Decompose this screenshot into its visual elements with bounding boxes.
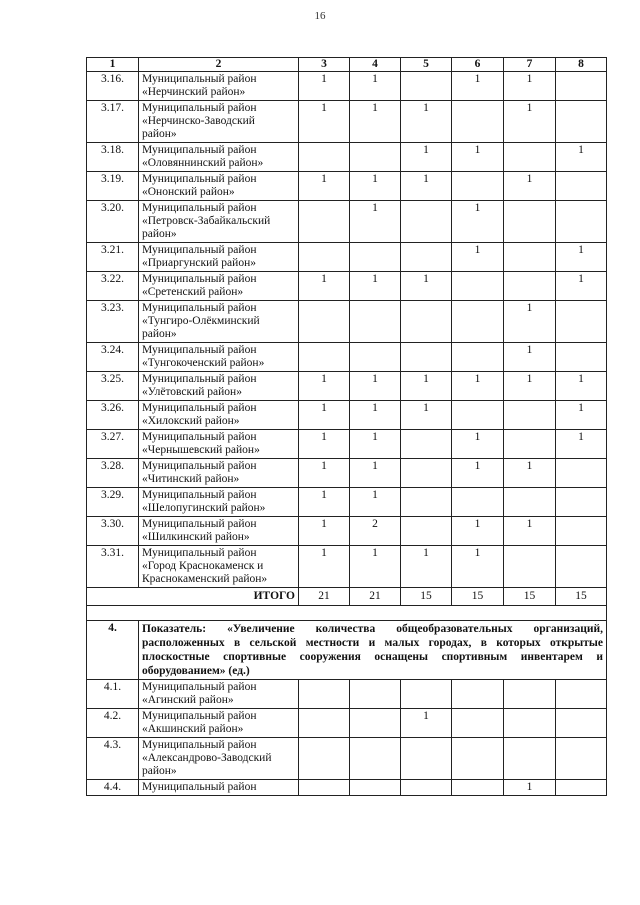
district-name-line: «Нерчинско-Заводский bbox=[142, 115, 255, 127]
total-value: 21 bbox=[350, 588, 401, 606]
district-name bbox=[139, 72, 299, 101]
value-cell bbox=[350, 780, 401, 796]
section-header-row bbox=[87, 621, 607, 680]
value-cell bbox=[350, 680, 401, 709]
value-cell: 1 bbox=[504, 343, 556, 372]
district-name bbox=[139, 301, 299, 343]
value-cell bbox=[452, 301, 504, 343]
column-number-row bbox=[87, 58, 607, 72]
value-cell bbox=[452, 101, 504, 143]
value-cell bbox=[350, 301, 401, 343]
district-name bbox=[139, 343, 299, 372]
district-name bbox=[139, 459, 299, 488]
value-cell bbox=[401, 780, 452, 796]
district-name-line: Муниципальный район bbox=[142, 244, 257, 256]
district-name bbox=[139, 488, 299, 517]
section-title: Показатель: «Увеличение количества общеобразовательных организаций, расположенных в сельской местности и малых городах, в которых открытые плоскостные спортивные сооружения оснащены спортивным инвентарем и оборудованием» (ед.) bbox=[139, 621, 607, 680]
value-cell bbox=[556, 343, 607, 372]
district-name bbox=[139, 680, 299, 709]
spacer-cell bbox=[87, 606, 607, 621]
district-name bbox=[139, 430, 299, 459]
value-cell: 1 bbox=[452, 372, 504, 401]
row-number: 4.1. bbox=[87, 680, 139, 709]
table-row bbox=[87, 72, 607, 101]
indicator-table bbox=[86, 57, 607, 796]
value-cell bbox=[401, 488, 452, 517]
table-row bbox=[87, 780, 607, 796]
row-number: 3.24. bbox=[87, 343, 139, 372]
row-number: 3.18. bbox=[87, 143, 139, 172]
value-cell: 1 bbox=[452, 430, 504, 459]
value-cell: 1 bbox=[299, 172, 350, 201]
value-cell bbox=[504, 430, 556, 459]
value-cell: 1 bbox=[299, 272, 350, 301]
district-name-line: «Сретенский район» bbox=[142, 286, 244, 298]
row-number: 3.27. bbox=[87, 430, 139, 459]
value-cell bbox=[401, 243, 452, 272]
value-cell: 1 bbox=[401, 546, 452, 588]
district-name-line: Муниципальный район bbox=[142, 273, 257, 285]
value-cell: 1 bbox=[350, 72, 401, 101]
value-cell: 1 bbox=[504, 372, 556, 401]
value-cell bbox=[350, 709, 401, 738]
value-cell: 1 bbox=[350, 172, 401, 201]
value-cell: 1 bbox=[504, 780, 556, 796]
district-name-line: «Тунгиро-Олёкминский bbox=[142, 315, 260, 327]
value-cell: 1 bbox=[556, 430, 607, 459]
district-name-line: «Приаргунский район» bbox=[142, 257, 256, 269]
value-cell: 1 bbox=[556, 401, 607, 430]
district-name bbox=[139, 201, 299, 243]
value-cell: 1 bbox=[350, 372, 401, 401]
value-cell bbox=[504, 709, 556, 738]
value-cell: 1 bbox=[504, 172, 556, 201]
value-cell bbox=[401, 301, 452, 343]
district-name-line: Муниципальный район bbox=[142, 681, 257, 693]
value-cell bbox=[556, 301, 607, 343]
value-cell bbox=[299, 738, 350, 780]
value-cell bbox=[504, 738, 556, 780]
district-name bbox=[139, 372, 299, 401]
spacer-row bbox=[87, 606, 607, 621]
row-number: 3.20. bbox=[87, 201, 139, 243]
column-number: 4 bbox=[350, 58, 401, 72]
district-name-line: Муниципальный район bbox=[142, 144, 257, 156]
table-row bbox=[87, 201, 607, 243]
row-number: 3.19. bbox=[87, 172, 139, 201]
table-row bbox=[87, 243, 607, 272]
value-cell: 1 bbox=[556, 143, 607, 172]
total-label: ИТОГО bbox=[87, 588, 299, 606]
value-cell: 1 bbox=[299, 517, 350, 546]
value-cell: 1 bbox=[504, 301, 556, 343]
value-cell: 1 bbox=[504, 72, 556, 101]
district-name bbox=[139, 243, 299, 272]
district-name-line: Муниципальный район bbox=[142, 489, 257, 501]
section-number: 4. bbox=[87, 621, 139, 680]
column-number: 6 bbox=[452, 58, 504, 72]
value-cell: 1 bbox=[452, 546, 504, 588]
district-name-line: Муниципальный район bbox=[142, 102, 257, 114]
value-cell: 1 bbox=[299, 488, 350, 517]
district-name-line: Муниципальный район bbox=[142, 173, 257, 185]
total-value: 15 bbox=[401, 588, 452, 606]
table-row bbox=[87, 272, 607, 301]
row-number: 3.26. bbox=[87, 401, 139, 430]
district-name-line: район» bbox=[142, 128, 177, 140]
row-number: 3.22. bbox=[87, 272, 139, 301]
row-number: 4.2. bbox=[87, 709, 139, 738]
row-number: 3.30. bbox=[87, 517, 139, 546]
total-value: 15 bbox=[504, 588, 556, 606]
table-row bbox=[87, 101, 607, 143]
district-name-line: «Петровск-Забайкальский bbox=[142, 215, 271, 227]
value-cell: 1 bbox=[350, 101, 401, 143]
page-number: 16 bbox=[314, 10, 326, 22]
district-name-line: Муниципальный район bbox=[142, 402, 257, 414]
district-name-line: Муниципальный район bbox=[142, 344, 257, 356]
table-row bbox=[87, 301, 607, 343]
value-cell bbox=[556, 201, 607, 243]
value-cell: 1 bbox=[504, 101, 556, 143]
district-name bbox=[139, 517, 299, 546]
value-cell: 1 bbox=[299, 72, 350, 101]
total-value: 21 bbox=[299, 588, 350, 606]
value-cell bbox=[401, 459, 452, 488]
value-cell: 1 bbox=[556, 243, 607, 272]
value-cell bbox=[452, 680, 504, 709]
row-number: 4.3. bbox=[87, 738, 139, 780]
district-name-line: Муниципальный район bbox=[142, 373, 257, 385]
value-cell bbox=[299, 709, 350, 738]
value-cell bbox=[401, 738, 452, 780]
value-cell bbox=[556, 517, 607, 546]
value-cell bbox=[504, 546, 556, 588]
district-name-line: «Чернышевский район» bbox=[142, 444, 260, 456]
value-cell: 1 bbox=[299, 101, 350, 143]
value-cell bbox=[556, 546, 607, 588]
table-row bbox=[87, 459, 607, 488]
table-row bbox=[87, 488, 607, 517]
district-name bbox=[139, 172, 299, 201]
value-cell bbox=[299, 301, 350, 343]
value-cell bbox=[556, 680, 607, 709]
column-number: 1 bbox=[87, 58, 139, 72]
value-cell bbox=[452, 738, 504, 780]
value-cell: 1 bbox=[401, 272, 452, 301]
table-body bbox=[87, 58, 607, 796]
value-cell: 1 bbox=[350, 430, 401, 459]
table-row bbox=[87, 709, 607, 738]
district-name-line: Муниципальный район bbox=[142, 460, 257, 472]
value-cell bbox=[299, 680, 350, 709]
table-row bbox=[87, 343, 607, 372]
value-cell bbox=[299, 143, 350, 172]
value-cell: 1 bbox=[401, 172, 452, 201]
district-name-line: Краснокаменский район» bbox=[142, 573, 268, 585]
row-number: 3.29. bbox=[87, 488, 139, 517]
table-row bbox=[87, 738, 607, 780]
table-row bbox=[87, 546, 607, 588]
value-cell: 1 bbox=[299, 430, 350, 459]
value-cell: 1 bbox=[504, 517, 556, 546]
row-number: 3.16. bbox=[87, 72, 139, 101]
table-row bbox=[87, 172, 607, 201]
district-name-line: «Александрово-Заводский bbox=[142, 752, 272, 764]
value-cell: 1 bbox=[350, 546, 401, 588]
district-name-line: «Читинский район» bbox=[142, 473, 240, 485]
value-cell: 1 bbox=[350, 401, 401, 430]
district-name-line: район» bbox=[142, 765, 177, 777]
district-name-line: «Ононский район» bbox=[142, 186, 235, 198]
value-cell: 1 bbox=[401, 709, 452, 738]
value-cell: 1 bbox=[350, 488, 401, 517]
value-cell bbox=[401, 72, 452, 101]
value-cell bbox=[452, 488, 504, 517]
district-name-line: Муниципальный район bbox=[142, 431, 257, 443]
value-cell bbox=[452, 401, 504, 430]
row-number: 3.31. bbox=[87, 546, 139, 588]
value-cell bbox=[350, 243, 401, 272]
total-value: 15 bbox=[556, 588, 607, 606]
total-row bbox=[87, 588, 607, 606]
value-cell bbox=[556, 72, 607, 101]
value-cell: 1 bbox=[299, 546, 350, 588]
district-name-line: «Нерчинский район» bbox=[142, 86, 246, 98]
table-row bbox=[87, 430, 607, 459]
value-cell bbox=[350, 343, 401, 372]
district-name-line: Муниципальный район bbox=[142, 202, 257, 214]
value-cell bbox=[452, 272, 504, 301]
value-cell bbox=[401, 680, 452, 709]
column-number: 3 bbox=[299, 58, 350, 72]
value-cell bbox=[556, 738, 607, 780]
value-cell: 1 bbox=[350, 201, 401, 243]
value-cell: 1 bbox=[452, 459, 504, 488]
column-number: 7 bbox=[504, 58, 556, 72]
value-cell bbox=[401, 343, 452, 372]
value-cell bbox=[556, 709, 607, 738]
value-cell bbox=[504, 143, 556, 172]
district-name-line: Муниципальный район bbox=[142, 739, 257, 751]
district-name bbox=[139, 780, 299, 796]
value-cell bbox=[299, 201, 350, 243]
district-name-line: «Тунгокоченский район» bbox=[142, 357, 265, 369]
value-cell bbox=[299, 343, 350, 372]
value-cell: 1 bbox=[401, 401, 452, 430]
value-cell bbox=[401, 201, 452, 243]
row-number: 3.17. bbox=[87, 101, 139, 143]
district-name-line: «Агинский район» bbox=[142, 694, 234, 706]
value-cell bbox=[556, 459, 607, 488]
value-cell: 1 bbox=[452, 201, 504, 243]
value-cell: 1 bbox=[350, 272, 401, 301]
district-name-line: «Шелопугинский район» bbox=[142, 502, 266, 514]
district-name-line: Муниципальный район bbox=[142, 710, 257, 722]
value-cell bbox=[452, 172, 504, 201]
district-name bbox=[139, 143, 299, 172]
column-number: 2 bbox=[139, 58, 299, 72]
value-cell bbox=[556, 101, 607, 143]
value-cell bbox=[504, 272, 556, 301]
column-number: 5 bbox=[401, 58, 452, 72]
value-cell bbox=[504, 680, 556, 709]
district-name-line: Муниципальный район bbox=[142, 547, 257, 559]
value-cell: 1 bbox=[299, 401, 350, 430]
table-row bbox=[87, 372, 607, 401]
district-name-line: район» bbox=[142, 228, 177, 240]
value-cell bbox=[452, 780, 504, 796]
value-cell: 1 bbox=[299, 459, 350, 488]
value-cell: 1 bbox=[556, 372, 607, 401]
district-name-line: «Город Краснокаменск и bbox=[142, 560, 264, 572]
table-row bbox=[87, 517, 607, 546]
value-cell bbox=[401, 517, 452, 546]
district-name-line: «Акшинский район» bbox=[142, 723, 244, 735]
district-name bbox=[139, 709, 299, 738]
district-name-line: «Шилкинский район» bbox=[142, 531, 250, 543]
value-cell: 1 bbox=[504, 459, 556, 488]
value-cell: 2 bbox=[350, 517, 401, 546]
value-cell: 1 bbox=[350, 459, 401, 488]
value-cell bbox=[556, 780, 607, 796]
value-cell bbox=[401, 430, 452, 459]
district-name-line: «Хилокский район» bbox=[142, 415, 240, 427]
value-cell bbox=[452, 343, 504, 372]
value-cell: 1 bbox=[401, 143, 452, 172]
value-cell bbox=[350, 738, 401, 780]
value-cell bbox=[504, 401, 556, 430]
row-number: 3.21. bbox=[87, 243, 139, 272]
row-number: 4.4. bbox=[87, 780, 139, 796]
value-cell bbox=[350, 143, 401, 172]
district-name bbox=[139, 272, 299, 301]
district-name-line: «Оловяннинский район» bbox=[142, 157, 264, 169]
district-name-line: Муниципальный район bbox=[142, 302, 257, 314]
value-cell: 1 bbox=[556, 272, 607, 301]
value-cell: 1 bbox=[401, 101, 452, 143]
value-cell bbox=[299, 780, 350, 796]
total-value: 15 bbox=[452, 588, 504, 606]
column-number: 8 bbox=[556, 58, 607, 72]
district-name-line: Муниципальный район bbox=[142, 73, 257, 85]
row-number: 3.28. bbox=[87, 459, 139, 488]
value-cell: 1 bbox=[299, 372, 350, 401]
district-name bbox=[139, 401, 299, 430]
district-name-line: район» bbox=[142, 328, 177, 340]
value-cell: 1 bbox=[452, 517, 504, 546]
value-cell bbox=[556, 172, 607, 201]
table-row bbox=[87, 680, 607, 709]
district-name bbox=[139, 546, 299, 588]
value-cell: 1 bbox=[452, 72, 504, 101]
district-name bbox=[139, 738, 299, 780]
value-cell: 1 bbox=[452, 243, 504, 272]
value-cell bbox=[299, 243, 350, 272]
district-name-line: Муниципальный район bbox=[142, 518, 257, 530]
value-cell bbox=[504, 243, 556, 272]
value-cell: 1 bbox=[401, 372, 452, 401]
value-cell bbox=[556, 488, 607, 517]
table-row bbox=[87, 401, 607, 430]
district-name-line: «Улётовский район» bbox=[142, 386, 242, 398]
district-name bbox=[139, 101, 299, 143]
district-name-line: Муниципальный район bbox=[142, 781, 257, 793]
table-row bbox=[87, 143, 607, 172]
value-cell: 1 bbox=[452, 143, 504, 172]
row-number: 3.25. bbox=[87, 372, 139, 401]
value-cell bbox=[504, 201, 556, 243]
row-number: 3.23. bbox=[87, 301, 139, 343]
value-cell bbox=[452, 709, 504, 738]
value-cell bbox=[504, 488, 556, 517]
